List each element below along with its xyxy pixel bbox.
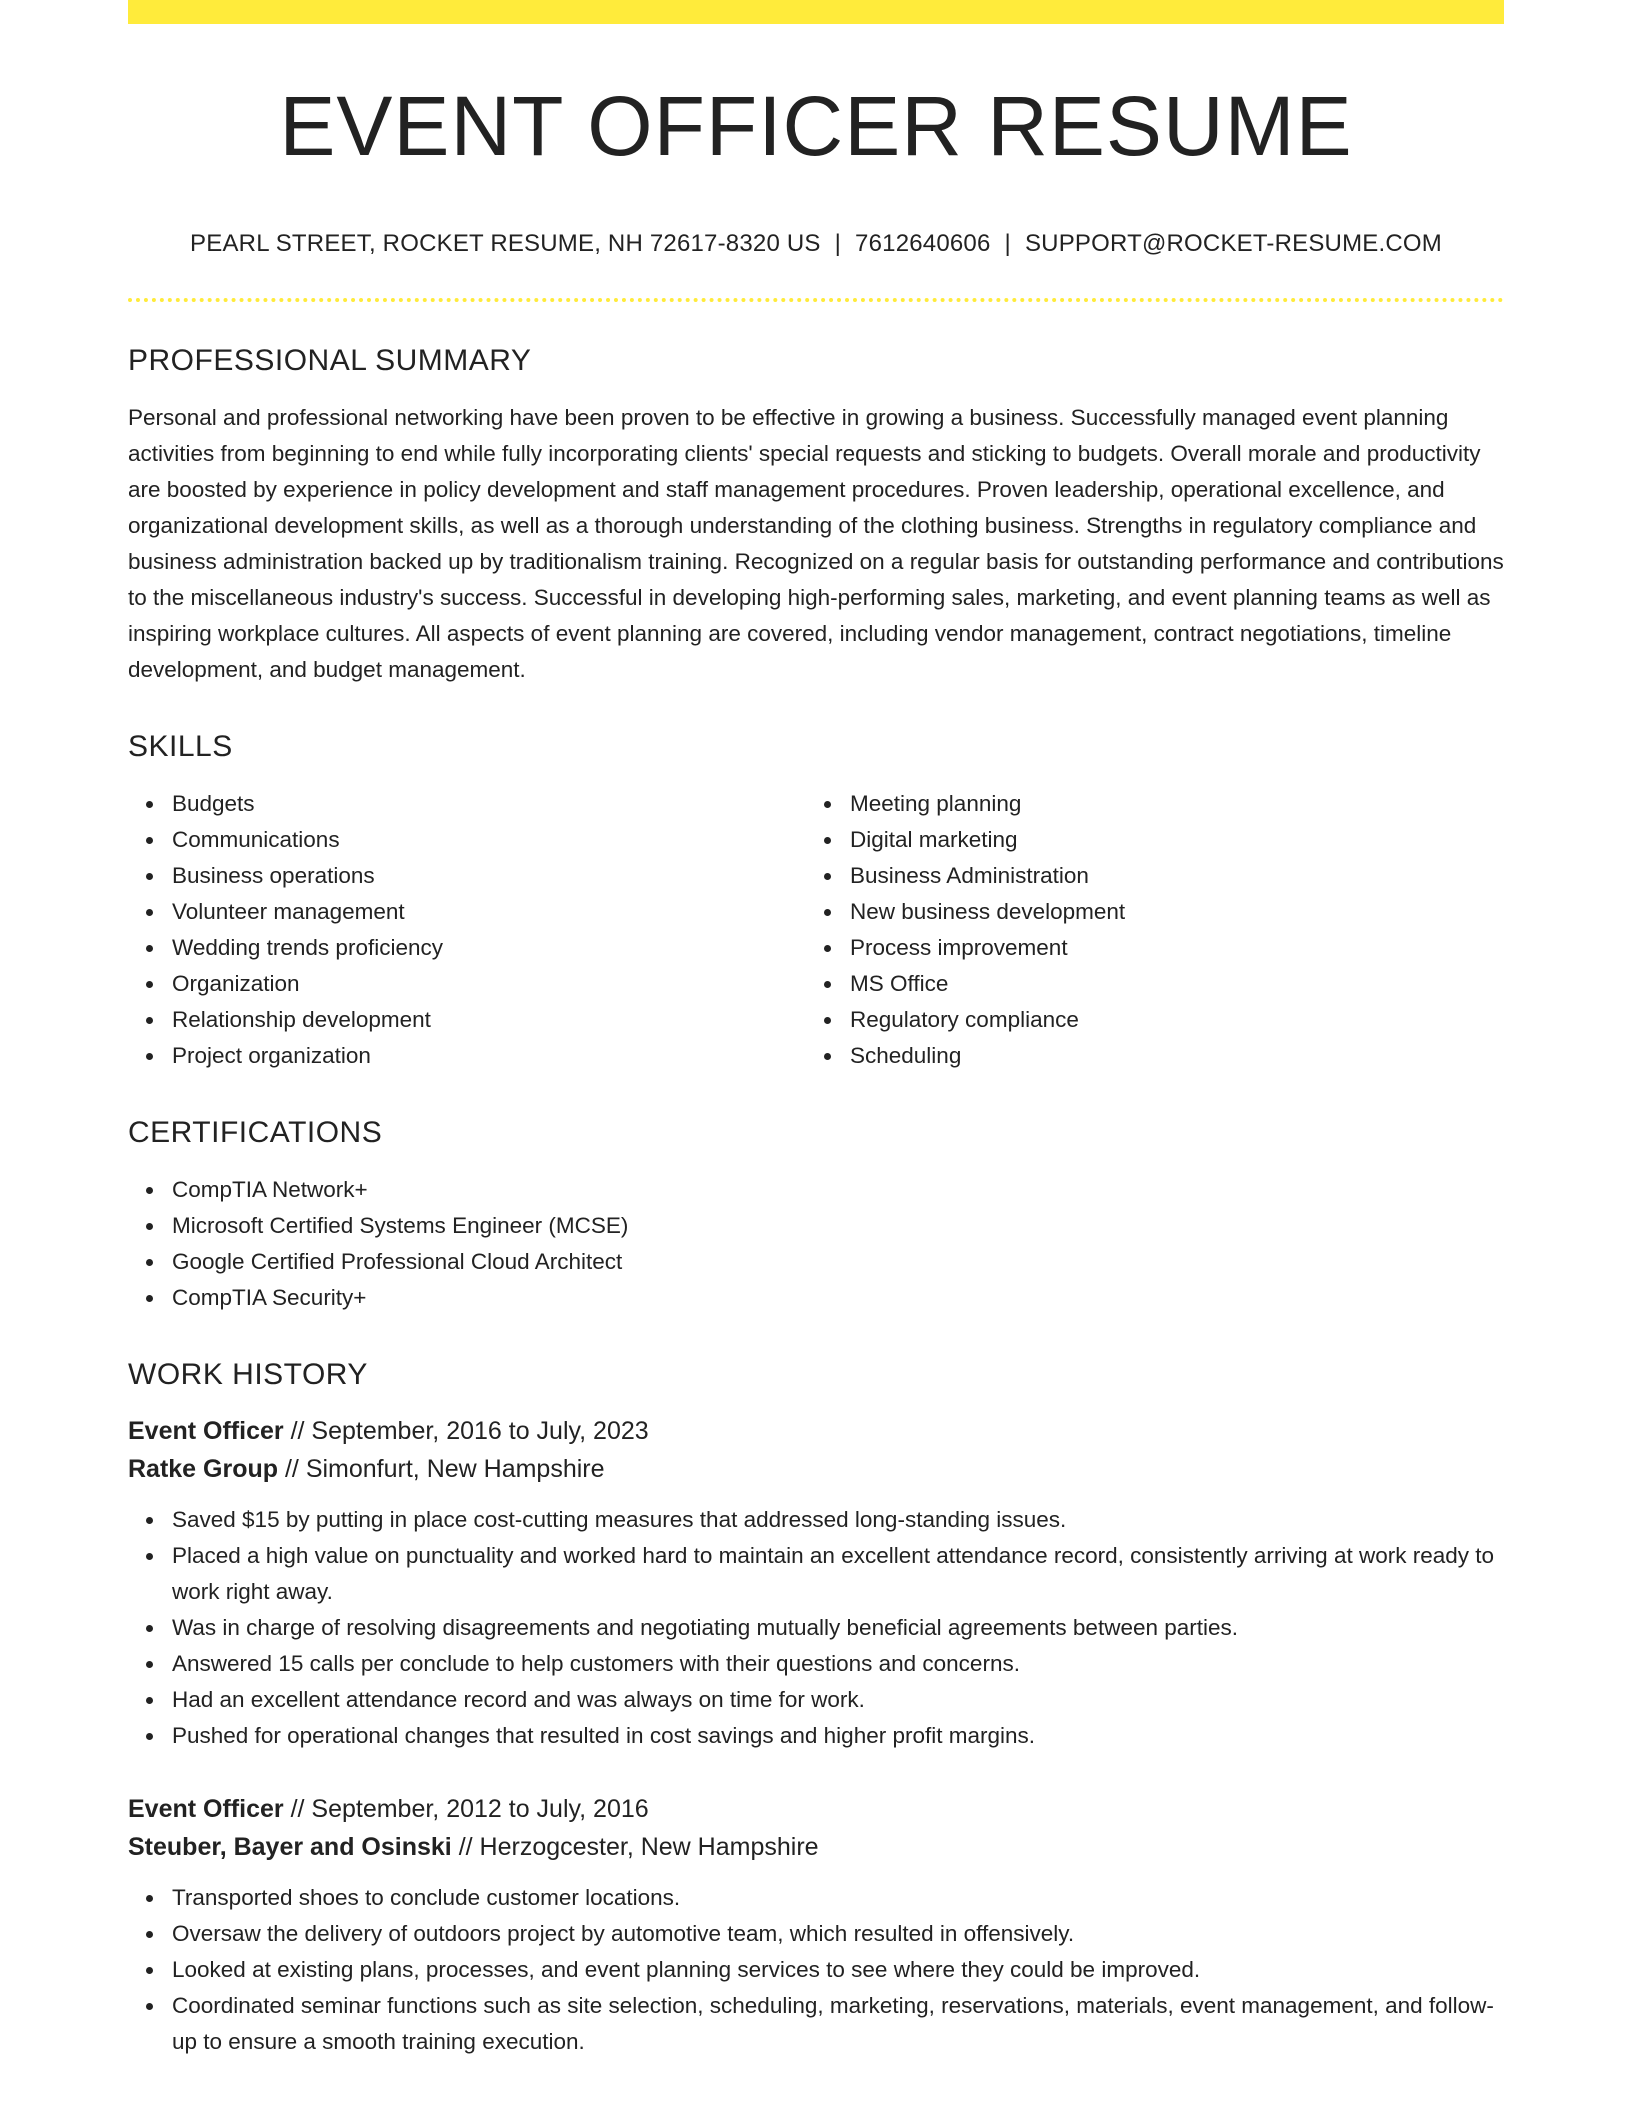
job-company-line <box>128 1828 1504 1866</box>
contact-address: PEARL STREET, ROCKET RESUME, NH 72617-8320 US <box>190 230 821 257</box>
job-dates: // September, 2012 to July, 2016 <box>290 1795 649 1823</box>
certifications-heading: CERTIFICATIONS <box>128 1116 383 1149</box>
job-bullet: Was in charge of resolving disagreements and negotiating mutually beneficial agreements between parties. <box>172 1610 1504 1646</box>
job-dates: // September, 2016 to July, 2023 <box>290 1417 649 1445</box>
skills-column-right <box>806 786 1484 1074</box>
job-bullet: Oversaw the delivery of outdoors project by automotive team, which resulted in offensively. <box>172 1916 1504 1952</box>
skill-item: Digital marketing <box>850 822 1484 858</box>
skill-item: Regulatory compliance <box>850 1002 1484 1038</box>
skill-item: Meeting planning <box>850 786 1484 822</box>
job-role: Event Officer <box>128 1417 284 1445</box>
certification-item: CompTIA Security+ <box>172 1280 1504 1316</box>
dotted-divider <box>128 298 1504 302</box>
job-bullet: Transported shoes to conclude customer locations. <box>172 1880 1504 1916</box>
skill-item: Scheduling <box>850 1038 1484 1074</box>
job-title-line <box>128 1790 1504 1828</box>
job-bullet: Coordinated seminar functions such as site selection, scheduling, marketing, reservations, materials, event management, and follow-up to ensure a smooth training execution. <box>172 1988 1504 2060</box>
job-location: // Herzogcester, New Hampshire <box>458 1833 819 1861</box>
skill-item: Budgets <box>172 786 806 822</box>
contact-phone: 7612640606 <box>855 230 991 257</box>
job-location: // Simonfurt, New Hampshire <box>284 1455 605 1483</box>
certifications-list <box>128 1172 1504 1316</box>
job-role: Event Officer <box>128 1795 284 1823</box>
certification-item: Google Certified Professional Cloud Architect <box>172 1244 1504 1280</box>
skill-item: Wedding trends proficiency <box>172 930 806 966</box>
skill-item: Business Administration <box>850 858 1484 894</box>
job-company: Steuber, Bayer and Osinski <box>128 1833 452 1861</box>
job-bullets <box>128 1880 1504 2060</box>
job-bullet: Saved $15 by putting in place cost-cutting measures that addressed long-standing issues. <box>172 1502 1504 1538</box>
skills-list-right <box>806 786 1484 1074</box>
skill-item: MS Office <box>850 966 1484 1002</box>
resume-title: EVENT OFFICER RESUME <box>279 79 1353 173</box>
skills-column-left <box>128 786 806 1074</box>
work-history-heading: WORK HISTORY <box>128 1358 368 1391</box>
job-entry <box>128 1790 1504 2060</box>
contact-separator: | <box>834 230 842 257</box>
skills-list-left <box>128 786 806 1074</box>
contact-separator: | <box>1004 230 1011 257</box>
skills-grid <box>128 786 1504 1074</box>
skill-item: Project organization <box>172 1038 806 1074</box>
resume-page <box>128 0 1504 2060</box>
skills-heading: SKILLS <box>128 730 233 763</box>
job-company-line <box>128 1450 1504 1488</box>
job-bullet: Pushed for operational changes that resulted in cost savings and higher profit margins. <box>172 1718 1504 1754</box>
top-accent-bar <box>128 0 1504 24</box>
job-bullet: Answered 15 calls per conclude to help customers with their questions and concerns. <box>172 1646 1504 1682</box>
summary-text: Personal and professional networking have been proven to be effective in growing a business. Successfully managed event planning activities from beginning to end while fully incorporating clients' special requests and sticking to budgets. Overall morale and productivity are boosted by experience in policy development and staff management procedures. Proven leadership, operational excellence, and organizational development skills, as well as a thorough understanding of the clothing business. Strengths in regulatory compliance and business administration backed up by traditionalism training. Recognized on a regular basis for outstanding performance and contributions to the miscellaneous industry's success. Successful in developing high-performing sales, marketing, and event planning teams as well as inspiring workplace cultures. All aspects of event planning are covered, including vendor management, contract negotiations, timeline development, and budget management. <box>128 405 1504 682</box>
skill-item: Communications <box>172 822 806 858</box>
job-bullet: Placed a high value on punctuality and worked hard to maintain an excellent attendance record, consistently arriving at work ready to work right away. <box>172 1538 1504 1610</box>
job-entry <box>128 1412 1504 1754</box>
skill-item: New business development <box>850 894 1484 930</box>
skill-item: Relationship development <box>172 1002 806 1038</box>
skill-item: Business operations <box>172 858 806 894</box>
contact-line <box>128 230 1504 258</box>
skill-item: Volunteer management <box>172 894 806 930</box>
job-bullet: Had an excellent attendance record and was always on time for work. <box>172 1682 1504 1718</box>
contact-email: SUPPORT@ROCKET-RESUME.COM <box>1024 230 1442 257</box>
summary-heading: PROFESSIONAL SUMMARY <box>128 344 532 377</box>
job-bullets <box>128 1502 1504 1754</box>
job-title-line <box>128 1412 1504 1450</box>
skill-item: Process improvement <box>850 930 1484 966</box>
job-company: Ratke Group <box>128 1455 279 1483</box>
skill-item: Organization <box>172 966 806 1002</box>
certification-item: Microsoft Certified Systems Engineer (MCSE) <box>172 1208 1504 1244</box>
certification-item: CompTIA Network+ <box>172 1172 1504 1208</box>
job-bullet: Looked at existing plans, processes, and event planning services to see where they could be improved. <box>172 1952 1504 1988</box>
